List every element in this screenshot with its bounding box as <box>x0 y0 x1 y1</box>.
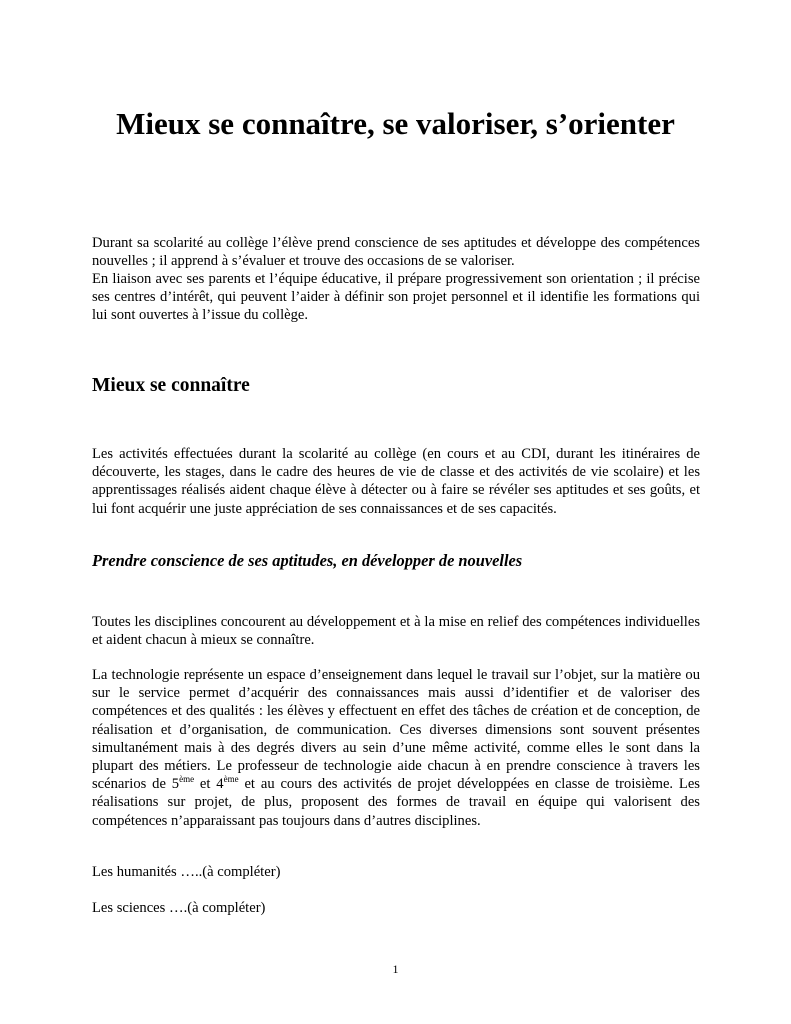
page-number: 1 <box>392 962 399 976</box>
section-heading: Mieux se connaître <box>92 375 250 396</box>
technology-text-mid: et 4 <box>194 776 224 793</box>
intro-paragraph-2: En liaison avec ses parents et l’équipe éducative, il prépare progressivement son orientation ; il précise ses centres d’intérêt, qui peuvent l’aider à définir son projet personnel et il identifie les formations qui lui sont ouvertes à l’issue du collège. <box>92 271 700 324</box>
humanities-line: Les humanités …..(à compléter) <box>92 864 281 880</box>
grade-5-superscript: ème <box>179 774 195 785</box>
technology-paragraph <box>92 666 700 830</box>
technology-text-2: et au cours des activités de projet développées en classe de troisième. Les réalisations sur projet, de plus, proposent des formes de travail en équipe qui valorisent des compétences n’apparaissant pas toujours dans d’autres disciplines. <box>92 776 700 829</box>
sciences-line: Les sciences ….(à compléter) <box>92 900 266 916</box>
subsection-paragraph: Toutes les disciplines concourent au développement et à la mise en relief des compétences individuelles et aident chacun à mieux se connaître. <box>92 614 700 649</box>
grade-4-superscript: ème <box>223 774 239 785</box>
section-paragraph: Les activités effectuées durant la scolarité au collège (en cours et au CDI, durant les itinéraires de découverte, les stages, dans le cadre des heures de vie de classe et des activités de vie scolaire) et les apprentissages réalisés aident chaque élève à détecter ou à faire se révéler ses aptitudes et ses goûts, et lui font acquérir une juste appréciation de ses connaissances et de ses capacités. <box>92 446 700 517</box>
technology-text-1: La technologie représente un espace d’enseignement dans lequel le travail sur l’objet, sur la matière ou sur le service permet d’acquérir des connaissances mais aussi d’identifier et de valoriser des compétences et des qualités : les élèves y effectuent en effet des tâches de création et de conception, de réalisation et d’organisation, de communication. Ces diverses dimensions sont souvent présentes simultanément mais à des degrés divers au sein d’une même activité, comme elles le sont dans la plupart des métiers. Le professeur de technologie aide chacun à en prendre conscience à travers les scénarios de 5 <box>92 667 700 793</box>
intro-paragraph: Durant sa scolarité au collège l’élève prend conscience de ses aptitudes et développe des compétences nouvelles ; il apprend à s’évaluer et trouve des occasions de se valoriser. <box>92 235 700 270</box>
subsection-heading: Prendre conscience de ses aptitudes, en développer de nouvelles <box>92 551 523 570</box>
page-title: Mieux se connaître, se valoriser, s’orienter <box>116 106 675 141</box>
